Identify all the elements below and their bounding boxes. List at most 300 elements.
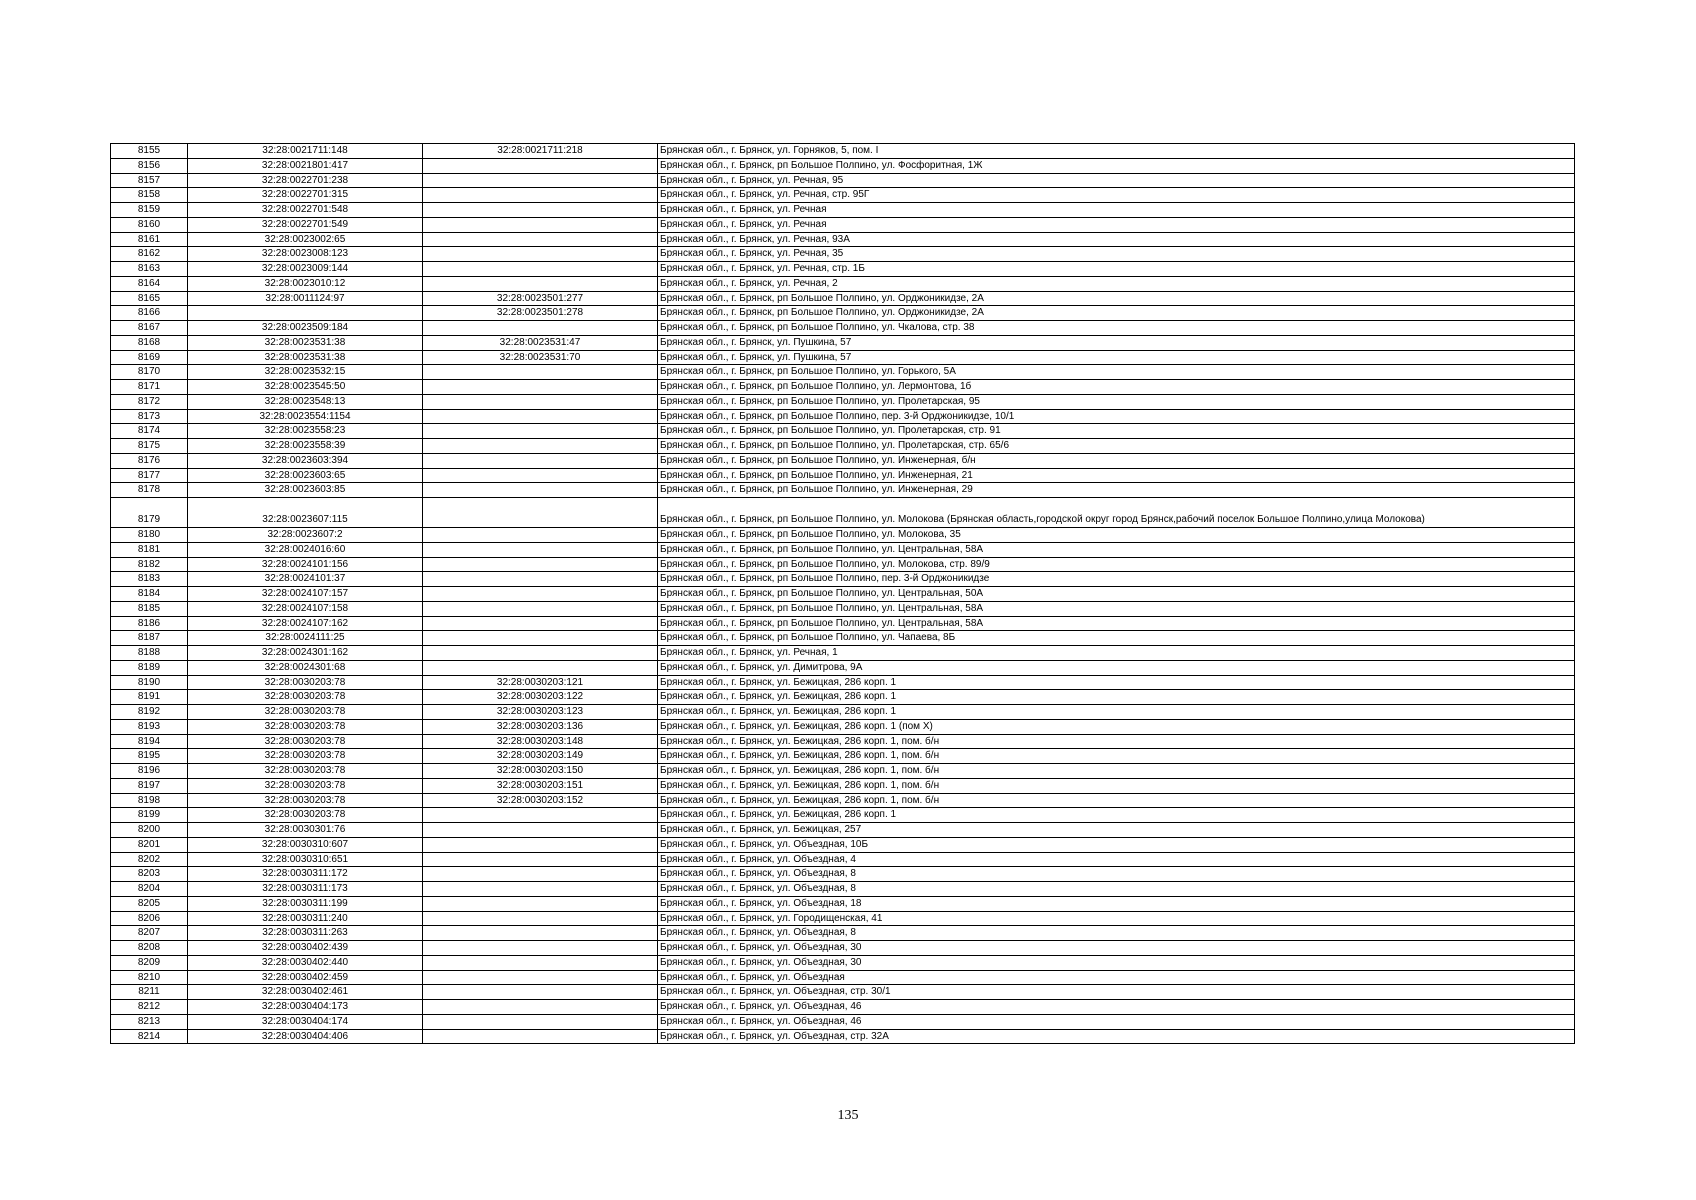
cadastral-number-cell: 32:28:0023002:65: [188, 232, 423, 247]
row-number-cell: 8155: [111, 144, 188, 159]
address-cell: Брянская обл., г. Брянск, ул. Речная: [658, 217, 1575, 232]
table-row: [111, 203, 1575, 218]
row-number-cell: 8213: [111, 1014, 188, 1029]
table-row: [111, 557, 1575, 572]
row-number-cell: 8211: [111, 985, 188, 1000]
row-number-cell: 8205: [111, 896, 188, 911]
related-cadastral-number-cell: [423, 646, 658, 661]
table-row: [111, 587, 1575, 602]
table-row: [111, 1014, 1575, 1029]
cadastral-number-cell: 32:28:0022701:549: [188, 217, 423, 232]
row-number-cell: 8202: [111, 852, 188, 867]
cadastral-number-cell: 32:28:0030311:172: [188, 867, 423, 882]
related-cadastral-number-cell: [423, 468, 658, 483]
cadastral-number-cell: 32:28:0023558:23: [188, 424, 423, 439]
row-number-cell: 8183: [111, 572, 188, 587]
row-number-cell: 8204: [111, 882, 188, 897]
row-number-cell: 8169: [111, 350, 188, 365]
related-cadastral-number-cell: [423, 409, 658, 424]
address-cell: Брянская обл., г. Брянск, рп Большое Полпино, пер. 3-й Орджоникидзе: [658, 572, 1575, 587]
address-cell: Брянская обл., г. Брянск, ул. Городищенская, 41: [658, 911, 1575, 926]
table-row: [111, 306, 1575, 321]
address-cell: Брянская обл., г. Брянск, ул. Речная, 1: [658, 646, 1575, 661]
address-cell: Брянская обл., г. Брянск, ул. Объездная, 8: [658, 867, 1575, 882]
row-number-cell: 8160: [111, 217, 188, 232]
related-cadastral-number-cell: [423, 911, 658, 926]
table-row: [111, 188, 1575, 203]
table-row: [111, 394, 1575, 409]
table-row: [111, 616, 1575, 631]
row-number-cell: 8184: [111, 587, 188, 602]
address-cell: Брянская обл., г. Брянск, рп Большое Полпино, ул. Пролетарская, стр. 91: [658, 424, 1575, 439]
cadastral-number-cell: 32:28:0030203:78: [188, 808, 423, 823]
cadastral-number-cell: 32:28:0030203:78: [188, 734, 423, 749]
related-cadastral-number-cell: 32:28:0030203:149: [423, 749, 658, 764]
address-cell: Брянская обл., г. Брянск, рп Большое Полпино, ул. Центральная, 58А: [658, 616, 1575, 631]
address-cell: Брянская обл., г. Брянск, рп Большое Полпино, ул. Пролетарская, стр. 65/6: [658, 439, 1575, 454]
address-cell: Брянская обл., г. Брянск, рп Большое Полпино, ул. Горького, 5А: [658, 365, 1575, 380]
row-number-cell: 8208: [111, 941, 188, 956]
related-cadastral-number-cell: [423, 985, 658, 1000]
row-number-cell: 8199: [111, 808, 188, 823]
related-cadastral-number-cell: [423, 217, 658, 232]
row-number-cell: 8180: [111, 528, 188, 543]
cadastral-number-cell: 32:28:0023607:115: [188, 498, 423, 528]
cadastral-number-cell: 32:28:0023558:39: [188, 439, 423, 454]
address-cell: Брянская обл., г. Брянск, ул. Речная, стр. 95Г: [658, 188, 1575, 203]
cadastral-number-cell: 32:28:0030203:78: [188, 778, 423, 793]
cadastral-number-cell: 32:28:0030402:439: [188, 941, 423, 956]
row-number-cell: 8174: [111, 424, 188, 439]
table-row: [111, 852, 1575, 867]
related-cadastral-number-cell: 32:28:0023501:278: [423, 306, 658, 321]
table-row: [111, 1000, 1575, 1015]
row-number-cell: 8207: [111, 926, 188, 941]
row-number-cell: 8162: [111, 247, 188, 262]
related-cadastral-number-cell: 32:28:0030203:152: [423, 793, 658, 808]
table-row: [111, 262, 1575, 277]
address-cell: Брянская обл., г. Брянск, ул. Бежицкая, 257: [658, 823, 1575, 838]
table-row: [111, 793, 1575, 808]
row-number-cell: 8188: [111, 646, 188, 661]
related-cadastral-number-cell: [423, 528, 658, 543]
row-number-cell: 8157: [111, 173, 188, 188]
row-number-cell: 8182: [111, 557, 188, 572]
address-cell: Брянская обл., г. Брянск, ул. Объездная, 8: [658, 882, 1575, 897]
row-number-cell: 8189: [111, 660, 188, 675]
row-number-cell: 8195: [111, 749, 188, 764]
cadastral-number-cell: 32:28:0030203:78: [188, 675, 423, 690]
related-cadastral-number-cell: [423, 453, 658, 468]
address-cell: Брянская обл., г. Брянск, рп Большое Полпино, ул. Инженерная, 21: [658, 468, 1575, 483]
related-cadastral-number-cell: 32:28:0030203:121: [423, 675, 658, 690]
related-cadastral-number-cell: [423, 660, 658, 675]
table-row: [111, 144, 1575, 159]
related-cadastral-number-cell: [423, 616, 658, 631]
table-row: [111, 941, 1575, 956]
table-row: [111, 955, 1575, 970]
address-cell: Брянская обл., г. Брянск, ул. Речная, 95: [658, 173, 1575, 188]
address-cell: Брянская обл., г. Брянск, ул. Объездная, 18: [658, 896, 1575, 911]
table-row: [111, 350, 1575, 365]
cadastral-number-cell: 32:28:0030310:607: [188, 837, 423, 852]
related-cadastral-number-cell: [423, 896, 658, 911]
cadastral-number-cell: 32:28:0021711:148: [188, 144, 423, 159]
address-cell: Брянская обл., г. Брянск, ул. Объездная, 46: [658, 1000, 1575, 1015]
row-number-cell: 8163: [111, 262, 188, 277]
table-row: [111, 823, 1575, 838]
address-cell: Брянская обл., г. Брянск, ул. Димитрова, 9А: [658, 660, 1575, 675]
address-cell: Брянская обл., г. Брянск, рп Большое Полпино, ул. Фосфоритная, 1Ж: [658, 158, 1575, 173]
address-cell: Брянская обл., г. Брянск, ул. Горняков, 5, пом. I: [658, 144, 1575, 159]
cadastral-number-cell: 32:28:0023532:15: [188, 365, 423, 380]
address-cell: Брянская обл., г. Брянск, ул. Бежицкая, 286 корп. 1: [658, 705, 1575, 720]
cadastral-number-cell: 32:28:0024107:158: [188, 601, 423, 616]
row-number-cell: 8175: [111, 439, 188, 454]
table-row: [111, 291, 1575, 306]
address-cell: Брянская обл., г. Брянск, рп Большое Полпино, ул. Молокова, 35: [658, 528, 1575, 543]
row-number-cell: 8168: [111, 335, 188, 350]
table-row: [111, 453, 1575, 468]
address-cell: Брянская обл., г. Брянск, ул. Объездная, 30: [658, 941, 1575, 956]
row-number-cell: 8179: [111, 498, 188, 528]
table-row: [111, 158, 1575, 173]
address-cell: Брянская обл., г. Брянск, ул. Бежицкая, 286 корп. 1, пом. б/н: [658, 749, 1575, 764]
address-cell: Брянская обл., г. Брянск, ул. Пушкина, 57: [658, 350, 1575, 365]
table-row: [111, 217, 1575, 232]
related-cadastral-number-cell: [423, 837, 658, 852]
related-cadastral-number-cell: [423, 188, 658, 203]
row-number-cell: 8170: [111, 365, 188, 380]
related-cadastral-number-cell: 32:28:0030203:122: [423, 690, 658, 705]
row-number-cell: 8167: [111, 321, 188, 336]
table-row: [111, 867, 1575, 882]
address-cell: Брянская обл., г. Брянск, ул. Бежицкая, 286 корп. 1: [658, 675, 1575, 690]
cadastral-number-cell: 32:28:0023531:38: [188, 350, 423, 365]
related-cadastral-number-cell: 32:28:0023501:277: [423, 291, 658, 306]
address-cell: Брянская обл., г. Брянск, ул. Объездная, 4: [658, 852, 1575, 867]
row-number-cell: 8203: [111, 867, 188, 882]
cadastral-number-cell: 32:28:0030311:240: [188, 911, 423, 926]
address-cell: Брянская обл., г. Брянск, рп Большое Полпино, ул. Инженерная, б/н: [658, 453, 1575, 468]
table-row: [111, 380, 1575, 395]
row-number-cell: 8209: [111, 955, 188, 970]
row-number-cell: 8165: [111, 291, 188, 306]
related-cadastral-number-cell: [423, 587, 658, 602]
cadastral-number-cell: 32:28:0024101:37: [188, 572, 423, 587]
address-cell: Брянская обл., г. Брянск, рп Большое Полпино, ул. Орджоникидзе, 2А: [658, 306, 1575, 321]
cadastral-number-cell: 32:28:0024301:162: [188, 646, 423, 661]
table-row: [111, 631, 1575, 646]
cadastral-number-cell: 32:28:0030203:78: [188, 764, 423, 779]
cadastral-number-cell: 32:28:0024101:156: [188, 557, 423, 572]
address-cell: Брянская обл., г. Брянск, ул. Объездная, стр. 32А: [658, 1029, 1575, 1044]
related-cadastral-number-cell: [423, 394, 658, 409]
address-cell: Брянская обл., г. Брянск, ул. Объездная, стр. 30/1: [658, 985, 1575, 1000]
cadastral-number-cell: 32:28:0023010:12: [188, 276, 423, 291]
registry-table-body: [111, 144, 1575, 1044]
cadastral-number-cell: 32:28:0023545:50: [188, 380, 423, 395]
related-cadastral-number-cell: [423, 557, 658, 572]
row-number-cell: 8190: [111, 675, 188, 690]
related-cadastral-number-cell: [423, 941, 658, 956]
address-cell: Брянская обл., г. Брянск, ул. Объездная, 10Б: [658, 837, 1575, 852]
row-number-cell: 8156: [111, 158, 188, 173]
address-cell: Брянская обл., г. Брянск, ул. Бежицкая, 286 корп. 1, пом. б/н: [658, 778, 1575, 793]
cadastral-number-cell: 32:28:0023548:13: [188, 394, 423, 409]
row-number-cell: 8172: [111, 394, 188, 409]
related-cadastral-number-cell: 32:28:0030203:123: [423, 705, 658, 720]
row-number-cell: 8176: [111, 453, 188, 468]
row-number-cell: 8181: [111, 542, 188, 557]
row-number-cell: 8193: [111, 719, 188, 734]
cadastral-number-cell: 32:28:0030311:199: [188, 896, 423, 911]
row-number-cell: 8171: [111, 380, 188, 395]
row-number-cell: 8187: [111, 631, 188, 646]
table-row: [111, 926, 1575, 941]
related-cadastral-number-cell: 32:28:0023531:70: [423, 350, 658, 365]
cadastral-number-cell: 32:28:0024301:68: [188, 660, 423, 675]
registry-table: [110, 143, 1575, 1044]
cadastral-number-cell: 32:28:0030404:173: [188, 1000, 423, 1015]
address-cell: Брянская обл., г. Брянск, рп Большое Полпино, ул. Молокова (Брянская область,городской округ город Брянск,рабочий поселок Большое Полпино,улица Молокова): [658, 498, 1575, 528]
row-number-cell: 8186: [111, 616, 188, 631]
row-number-cell: 8210: [111, 970, 188, 985]
address-cell: Брянская обл., г. Брянск, ул. Объездная, 46: [658, 1014, 1575, 1029]
related-cadastral-number-cell: [423, 203, 658, 218]
cadastral-number-cell: 32:28:0023008:123: [188, 247, 423, 262]
table-row: [111, 365, 1575, 380]
row-number-cell: 8197: [111, 778, 188, 793]
row-number-cell: 8196: [111, 764, 188, 779]
row-number-cell: 8185: [111, 601, 188, 616]
address-cell: Брянская обл., г. Брянск, ул. Речная: [658, 203, 1575, 218]
address-cell: Брянская обл., г. Брянск, рп Большое Полпино, пер. 3-й Орджоникидзе, 10/1: [658, 409, 1575, 424]
table-row: [111, 719, 1575, 734]
related-cadastral-number-cell: [423, 542, 658, 557]
table-row: [111, 882, 1575, 897]
table-row: [111, 409, 1575, 424]
table-row: [111, 837, 1575, 852]
related-cadastral-number-cell: [423, 498, 658, 528]
cadastral-number-cell: 32:28:0030404:174: [188, 1014, 423, 1029]
table-row: [111, 498, 1575, 528]
related-cadastral-number-cell: 32:28:0030203:136: [423, 719, 658, 734]
related-cadastral-number-cell: [423, 572, 658, 587]
related-cadastral-number-cell: [423, 867, 658, 882]
table-row: [111, 764, 1575, 779]
related-cadastral-number-cell: 32:28:0030203:151: [423, 778, 658, 793]
cadastral-number-cell: 32:28:0023531:38: [188, 335, 423, 350]
cadastral-number-cell: 32:28:0023554:1154: [188, 409, 423, 424]
address-cell: Брянская обл., г. Брянск, ул. Бежицкая, 286 корп. 1 (пом X): [658, 719, 1575, 734]
cadastral-number-cell: 32:28:0030203:78: [188, 793, 423, 808]
table-row: [111, 690, 1575, 705]
cadastral-number-cell: 32:28:0030203:78: [188, 719, 423, 734]
related-cadastral-number-cell: [423, 1029, 658, 1044]
address-cell: Брянская обл., г. Брянск, рп Большое Полпино, ул. Чапаева, 8Б: [658, 631, 1575, 646]
related-cadastral-number-cell: [423, 1014, 658, 1029]
related-cadastral-number-cell: 32:28:0023531:47: [423, 335, 658, 350]
row-number-cell: 8201: [111, 837, 188, 852]
table-row: [111, 749, 1575, 764]
related-cadastral-number-cell: [423, 852, 658, 867]
cadastral-number-cell: 32:28:0024107:162: [188, 616, 423, 631]
cadastral-number-cell: 32:28:0021801:417: [188, 158, 423, 173]
address-cell: Брянская обл., г. Брянск, ул. Объездная: [658, 970, 1575, 985]
related-cadastral-number-cell: [423, 439, 658, 454]
row-number-cell: 8194: [111, 734, 188, 749]
cadastral-number-cell: 32:28:0024111:25: [188, 631, 423, 646]
table-row: [111, 734, 1575, 749]
address-cell: Брянская обл., г. Брянск, рп Большое Полпино, ул. Инженерная, 29: [658, 483, 1575, 498]
related-cadastral-number-cell: [423, 424, 658, 439]
related-cadastral-number-cell: [423, 380, 658, 395]
table-row: [111, 985, 1575, 1000]
row-number-cell: 8198: [111, 793, 188, 808]
table-row: [111, 468, 1575, 483]
address-cell: Брянская обл., г. Брянск, ул. Речная, 93А: [658, 232, 1575, 247]
address-cell: Брянская обл., г. Брянск, ул. Бежицкая, 286 корп. 1, пом. б/н: [658, 734, 1575, 749]
row-number-cell: 8214: [111, 1029, 188, 1044]
cadastral-number-cell: 32:28:0022701:315: [188, 188, 423, 203]
row-number-cell: 8158: [111, 188, 188, 203]
related-cadastral-number-cell: [423, 955, 658, 970]
row-number-cell: 8161: [111, 232, 188, 247]
address-cell: Брянская обл., г. Брянск, рп Большое Полпино, ул. Лермонтова, 1б: [658, 380, 1575, 395]
cadastral-number-cell: 32:28:0023607:2: [188, 528, 423, 543]
table-row: [111, 705, 1575, 720]
table-row: [111, 675, 1575, 690]
page-number: 135: [837, 1108, 859, 1123]
row-number-cell: 8159: [111, 203, 188, 218]
cadastral-number-cell: 32:28:0030311:173: [188, 882, 423, 897]
address-cell: Брянская обл., г. Брянск, ул. Речная, 35: [658, 247, 1575, 262]
row-number-cell: 8177: [111, 468, 188, 483]
table-row: [111, 528, 1575, 543]
cadastral-number-cell: 32:28:0023509:184: [188, 321, 423, 336]
row-number-cell: 8200: [111, 823, 188, 838]
address-cell: Брянская обл., г. Брянск, рп Большое Полпино, ул. Центральная, 50А: [658, 587, 1575, 602]
table-row: [111, 542, 1575, 557]
cadastral-number-cell: 32:28:0030203:78: [188, 690, 423, 705]
related-cadastral-number-cell: [423, 232, 658, 247]
table-row: [111, 439, 1575, 454]
table-row: [111, 483, 1575, 498]
related-cadastral-number-cell: [423, 882, 658, 897]
address-cell: Брянская обл., г. Брянск, ул. Объездная, 30: [658, 955, 1575, 970]
related-cadastral-number-cell: [423, 262, 658, 277]
related-cadastral-number-cell: [423, 158, 658, 173]
related-cadastral-number-cell: [423, 365, 658, 380]
related-cadastral-number-cell: [423, 321, 658, 336]
related-cadastral-number-cell: [423, 247, 658, 262]
table-row: [111, 660, 1575, 675]
cadastral-number-cell: 32:28:0030311:263: [188, 926, 423, 941]
cadastral-number-cell: 32:28:0023603:394: [188, 453, 423, 468]
table-row: [111, 572, 1575, 587]
related-cadastral-number-cell: 32:28:0021711:218: [423, 144, 658, 159]
cadastral-number-cell: 32:28:0023603:85: [188, 483, 423, 498]
cadastral-number-cell: 32:28:0030301:76: [188, 823, 423, 838]
table-row: [111, 911, 1575, 926]
cadastral-number-cell: 32:28:0022701:548: [188, 203, 423, 218]
table-row: [111, 1029, 1575, 1044]
address-cell: Брянская обл., г. Брянск, ул. Бежицкая, 286 корп. 1, пом. б/н: [658, 764, 1575, 779]
cadastral-number-cell: 32:28:0030203:78: [188, 749, 423, 764]
table-row: [111, 424, 1575, 439]
address-cell: Брянская обл., г. Брянск, ул. Бежицкая, 286 корп. 1, пом. б/н: [658, 793, 1575, 808]
related-cadastral-number-cell: [423, 926, 658, 941]
related-cadastral-number-cell: [423, 1000, 658, 1015]
row-number-cell: 8191: [111, 690, 188, 705]
address-cell: Брянская обл., г. Брянск, ул. Речная, стр. 1Б: [658, 262, 1575, 277]
address-cell: Брянская обл., г. Брянск, рп Большое Полпино, ул. Центральная, 58А: [658, 601, 1575, 616]
cadastral-number-cell: 32:28:0030404:406: [188, 1029, 423, 1044]
address-cell: Брянская обл., г. Брянск, рп Большое Полпино, ул. Центральная, 58А: [658, 542, 1575, 557]
related-cadastral-number-cell: [423, 808, 658, 823]
related-cadastral-number-cell: [423, 276, 658, 291]
cadastral-number-cell: 32:28:0023009:144: [188, 262, 423, 277]
cadastral-number-cell: 32:28:0024016:60: [188, 542, 423, 557]
table-row: [111, 232, 1575, 247]
table-row: [111, 321, 1575, 336]
table-row: [111, 808, 1575, 823]
table-row: [111, 173, 1575, 188]
cadastral-number-cell: 32:28:0030402:461: [188, 985, 423, 1000]
address-cell: Брянская обл., г. Брянск, ул. Пушкина, 57: [658, 335, 1575, 350]
cadastral-number-cell: 32:28:0030402:440: [188, 955, 423, 970]
row-number-cell: 8164: [111, 276, 188, 291]
address-cell: Брянская обл., г. Брянск, рп Большое Полпино, ул. Орджоникидзе, 2А: [658, 291, 1575, 306]
related-cadastral-number-cell: [423, 631, 658, 646]
address-cell: Брянская обл., г. Брянск, рп Большое Полпино, ул. Пролетарская, 95: [658, 394, 1575, 409]
address-cell: Брянская обл., г. Брянск, рп Большое Полпино, ул. Чкалова, стр. 38: [658, 321, 1575, 336]
table-row: [111, 970, 1575, 985]
table-row: [111, 646, 1575, 661]
related-cadastral-number-cell: [423, 173, 658, 188]
cadastral-number-cell: [188, 306, 423, 321]
related-cadastral-number-cell: [423, 483, 658, 498]
address-cell: Брянская обл., г. Брянск, ул. Бежицкая, 286 корп. 1: [658, 808, 1575, 823]
address-cell: Брянская обл., г. Брянск, ул. Объездная, 8: [658, 926, 1575, 941]
table-row: [111, 276, 1575, 291]
table-row: [111, 335, 1575, 350]
related-cadastral-number-cell: [423, 970, 658, 985]
row-number-cell: 8173: [111, 409, 188, 424]
cadastral-number-cell: 32:28:0022701:238: [188, 173, 423, 188]
row-number-cell: 8178: [111, 483, 188, 498]
table-row: [111, 778, 1575, 793]
row-number-cell: 8166: [111, 306, 188, 321]
address-cell: Брянская обл., г. Брянск, ул. Речная, 2: [658, 276, 1575, 291]
row-number-cell: 8206: [111, 911, 188, 926]
cadastral-number-cell: 32:28:0030402:459: [188, 970, 423, 985]
cadastral-number-cell: 32:28:0030310:651: [188, 852, 423, 867]
related-cadastral-number-cell: 32:28:0030203:150: [423, 764, 658, 779]
related-cadastral-number-cell: 32:28:0030203:148: [423, 734, 658, 749]
cadastral-number-cell: 32:28:0023603:65: [188, 468, 423, 483]
related-cadastral-number-cell: [423, 601, 658, 616]
table-row: [111, 896, 1575, 911]
address-cell: Брянская обл., г. Брянск, ул. Бежицкая, 286 корп. 1: [658, 690, 1575, 705]
row-number-cell: 8192: [111, 705, 188, 720]
row-number-cell: 8212: [111, 1000, 188, 1015]
cadastral-number-cell: 32:28:0030203:78: [188, 705, 423, 720]
cadastral-number-cell: 32:28:0024107:157: [188, 587, 423, 602]
related-cadastral-number-cell: [423, 823, 658, 838]
table-row: [111, 601, 1575, 616]
